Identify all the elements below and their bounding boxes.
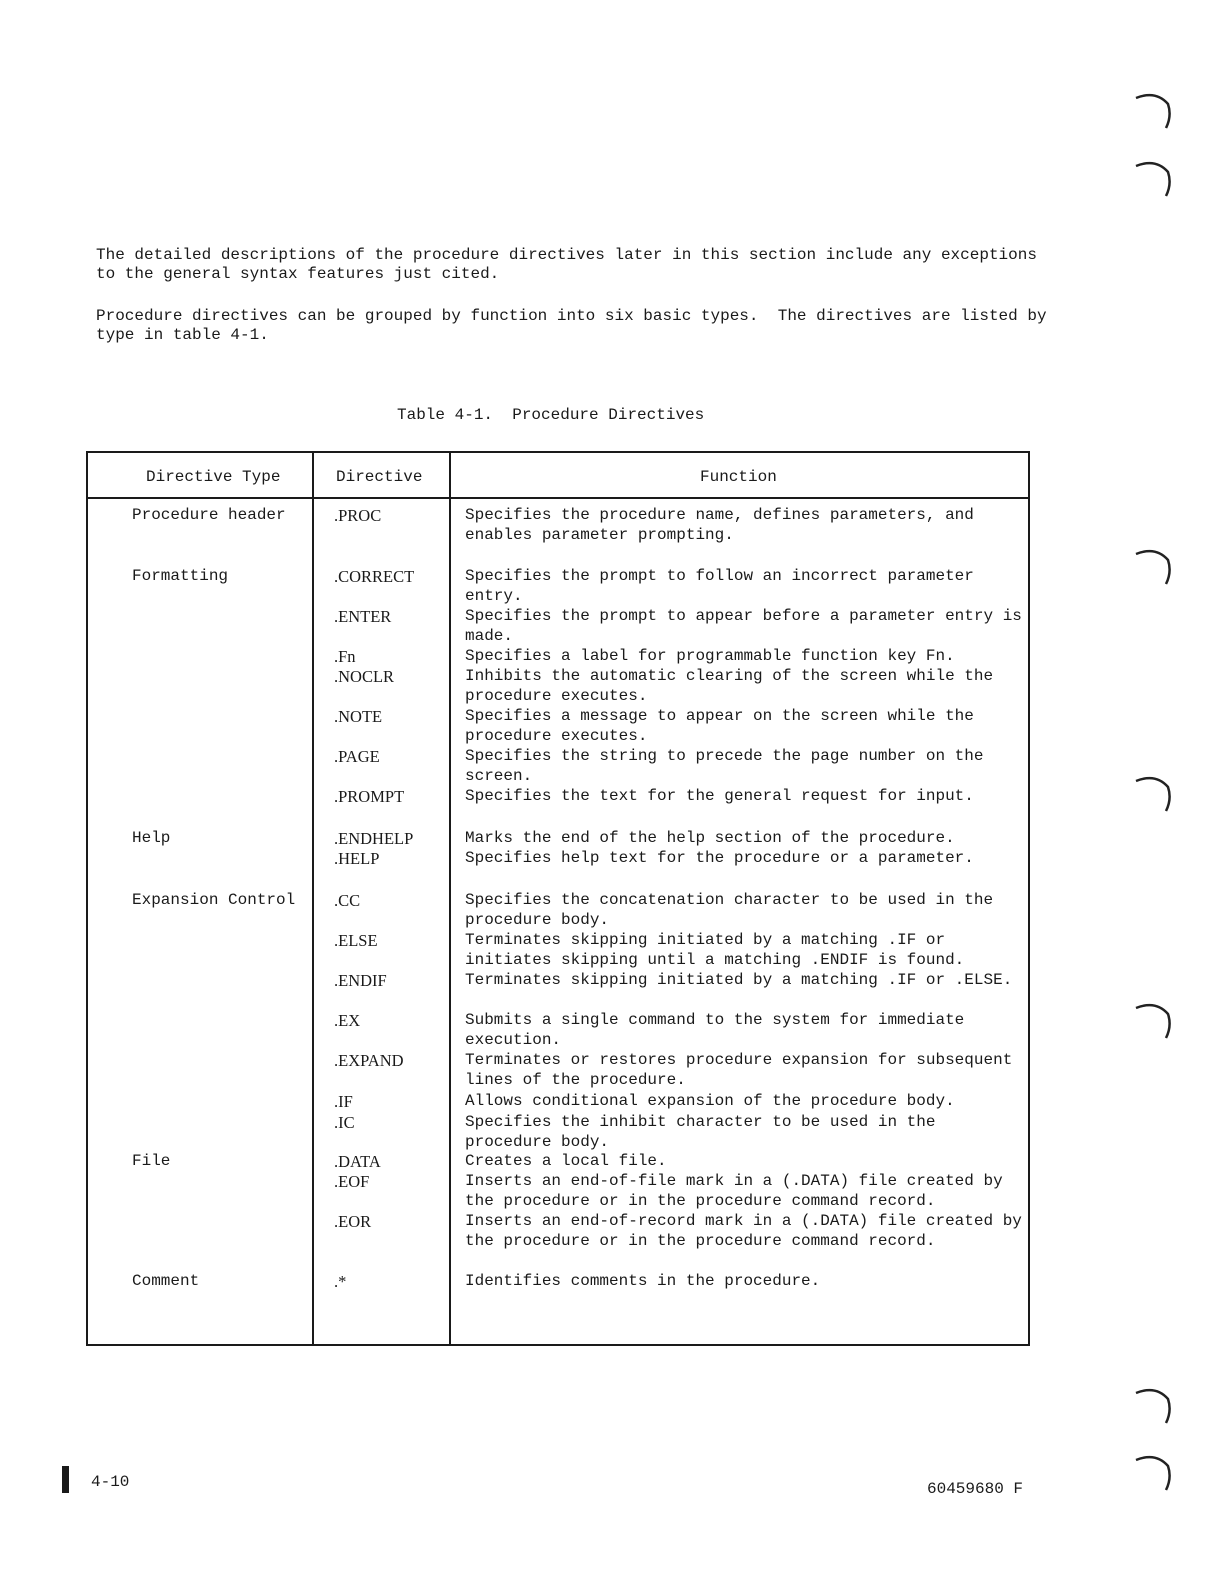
- function-cell: Specifies the prompt to appear before a parameter entry is made.: [465, 607, 1022, 645]
- function-cell: Specifies the procedure name, defines parameters, and enables parameter prompting.: [465, 506, 974, 544]
- directive-cell: .EOF: [334, 1172, 370, 1191]
- function-cell: Creates a local file.: [465, 1152, 667, 1170]
- table-row: [86, 1172, 1030, 1212]
- directive-type-cell: Procedure header: [132, 506, 286, 524]
- table-row: [86, 891, 1030, 931]
- binder-hole-icon: [1134, 773, 1172, 815]
- directive-cell: .CC: [334, 891, 361, 910]
- intro-paragraph-1: The detailed descriptions of the procedure directives later in this section include any exceptions to the general syntax features just cited.: [96, 246, 1047, 283]
- directive-cell: .Fn: [334, 647, 356, 666]
- table-row: [86, 1051, 1030, 1092]
- header-function: Function: [700, 468, 777, 486]
- table-row: [86, 787, 1030, 829]
- table-row: [86, 1113, 1030, 1152]
- table-row: [86, 1152, 1030, 1172]
- directive-type-cell: Formatting: [132, 567, 229, 585]
- table-row: [86, 607, 1030, 647]
- page-number: 4-10: [91, 1473, 130, 1491]
- binder-hole-icon: [1134, 1452, 1172, 1494]
- directive-cell: .*: [334, 1272, 347, 1291]
- table-row: [86, 1272, 1030, 1312]
- document-number: 60459680 F: [927, 1480, 1024, 1498]
- header-directive-type: Directive Type: [146, 468, 281, 486]
- directive-cell: .PROC: [334, 506, 382, 525]
- directive-cell: .ENDIF: [334, 971, 387, 990]
- directive-cell: .IC: [334, 1113, 355, 1132]
- directive-cell: .HELP: [334, 849, 380, 868]
- directive-cell: .PAGE: [334, 747, 380, 766]
- function-cell: Allows conditional expansion of the procedure body.: [465, 1092, 955, 1110]
- function-cell: Specifies the prompt to follow an incorrect parameter entry.: [465, 567, 974, 605]
- table-row: [86, 829, 1030, 849]
- directive-cell: .ENTER: [334, 607, 392, 626]
- function-cell: Specifies the concatenation character to be used in the procedure body.: [465, 891, 994, 929]
- table-row: [86, 506, 1030, 567]
- table-row: [86, 647, 1030, 667]
- function-cell: Submits a single command to the system for immediate execution.: [465, 1011, 965, 1049]
- binder-hole-icon: [1134, 90, 1172, 132]
- directive-cell: .EX: [334, 1011, 361, 1030]
- directive-cell: .ELSE: [334, 931, 378, 950]
- table-caption: Table 4-1. Procedure Directives: [397, 406, 705, 424]
- directive-cell: .NOCLR: [334, 667, 395, 686]
- table-row: [86, 567, 1030, 607]
- function-cell: Inserts an end-of-record mark in a (.DATA) file created by the procedure or in the procedure command record.: [465, 1212, 1022, 1250]
- directive-cell: .EOR: [334, 1212, 372, 1231]
- table-body: [86, 506, 1030, 1312]
- function-cell: Specifies a message to appear on the screen while the procedure executes.: [465, 707, 974, 745]
- table-row: [86, 1092, 1030, 1113]
- header-divider: [88, 497, 1028, 499]
- directive-cell: .PROMPT: [334, 787, 405, 806]
- table-row: [86, 971, 1030, 1011]
- directive-type-cell: Expansion Control: [132, 891, 296, 909]
- table-row: [86, 1011, 1030, 1051]
- binder-hole-icon: [1134, 1000, 1172, 1042]
- function-cell: Specifies help text for the procedure or a parameter.: [465, 849, 974, 867]
- function-cell: Terminates skipping initiated by a matching .IF or .ELSE.: [465, 971, 1013, 989]
- function-cell: Specifies the inhibit character to be used in the procedure body.: [465, 1113, 936, 1151]
- table-row: [86, 931, 1030, 971]
- table-row: [86, 667, 1030, 707]
- directive-cell: .NOTE: [334, 707, 383, 726]
- function-cell: Inserts an end-of-file mark in a (.DATA) file created by the procedure or in the procedure command record.: [465, 1172, 1003, 1210]
- binder-hole-icon: [1134, 546, 1172, 588]
- function-cell: Marks the end of the help section of the procedure.: [465, 829, 955, 847]
- table-row: [86, 1212, 1030, 1272]
- table-row: [86, 747, 1030, 787]
- directive-cell: .CORRECT: [334, 567, 415, 586]
- directive-type-cell: Help: [132, 829, 171, 847]
- table-row: [86, 849, 1030, 891]
- function-cell: Terminates skipping initiated by a matching .IF or initiates skipping until a matching .ENDIF is found.: [465, 931, 965, 969]
- function-cell: Specifies the text for the general request for input.: [465, 787, 974, 805]
- directive-cell: .ENDHELP: [334, 829, 414, 848]
- directive-type-cell: File: [132, 1152, 171, 1170]
- function-cell: Identifies comments in the procedure.: [465, 1272, 821, 1290]
- header-directive: Directive: [336, 468, 423, 486]
- change-bar: [62, 1466, 69, 1493]
- binder-hole-icon: [1134, 158, 1172, 200]
- function-cell: Specifies the string to precede the page number on the screen.: [465, 747, 984, 785]
- directive-cell: .IF: [334, 1092, 353, 1111]
- directive-type-cell: Comment: [132, 1272, 200, 1290]
- intro-paragraph-2: Procedure directives can be grouped by function into six basic types. The directives are listed by type in table 4-1.: [96, 307, 1057, 344]
- binder-hole-icon: [1134, 1385, 1172, 1427]
- function-cell: Inhibits the automatic clearing of the screen while the procedure executes.: [465, 667, 994, 705]
- directive-cell: .EXPAND: [334, 1051, 404, 1070]
- directive-cell: .DATA: [334, 1152, 381, 1171]
- function-cell: Specifies a label for programmable function key Fn.: [465, 647, 955, 665]
- function-cell: Terminates or restores procedure expansion for subsequent lines of the procedure.: [465, 1051, 1013, 1089]
- table-row: [86, 707, 1030, 747]
